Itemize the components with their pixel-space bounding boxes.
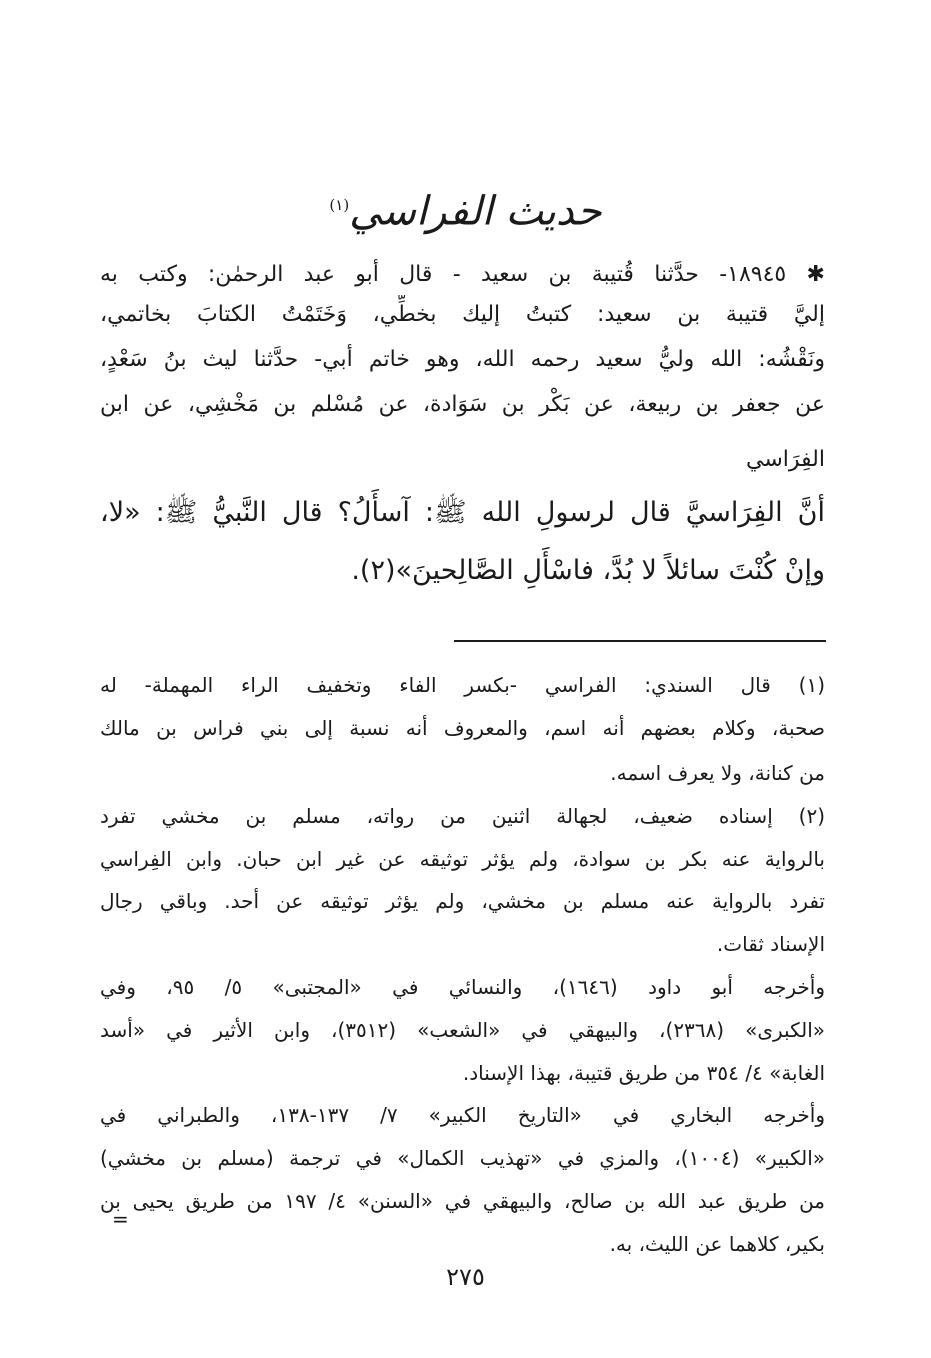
footnote-line: (٢) إسناده ضعيف، لجهالة اثنين من رواته، مسلم بن مخشي تفرد bbox=[100, 804, 825, 828]
footnote-line: بكير، كلاهما عن الليث، به. bbox=[609, 1232, 825, 1256]
section-title bbox=[0, 170, 931, 246]
continuation-mark: = bbox=[112, 1207, 129, 1231]
title-footnote-ref: (١) bbox=[329, 196, 350, 214]
footnote-line: بالرواية عنه بكر بن سوادة، ولم يؤثر توثيقه عن غير ابن حبان. وابن الفِراسي bbox=[100, 847, 825, 871]
footnote-line: من كنانة، ولا يعرف اسمه. bbox=[610, 761, 825, 785]
body-line: ونَقْشُه: الله وليُّ سعيد رحمه الله، وهو خاتم أبي- حدَّثنا ليث بنُ سَعْدٍ، bbox=[100, 347, 825, 372]
footnote-separator bbox=[454, 640, 826, 642]
hadith-line: أنَّ الفِرَاسيَّ قال لرسولِ الله ﷺ: آسأَلُ؟ قال النَّبيُّ ﷺ: «لا، bbox=[100, 497, 825, 528]
footnote-line: تفرد بالرواية عنه مسلم بن مخشي، ولم يؤثر توثيقه عن أحد. وباقي رجال bbox=[100, 889, 825, 913]
footnote-line: «الكبير» (١٠٠٤)، والمزي في «تهذيب الكمال» في ترجمة (مسلم بن مخشي) bbox=[100, 1146, 825, 1170]
footnote-line: الإسناد ثقات. bbox=[716, 932, 825, 956]
footnote-line: الغابة» ٤/ ٣٥٤ من طريق قتيبة، بهذا الإسناد. bbox=[462, 1061, 825, 1085]
footnote-line: من طريق عبد الله بن صالح، والبيهقي في «السنن» ٤/ ١٩٧ من طريق يحيى بن bbox=[100, 1189, 825, 1213]
footnote-line: «الكبرى» (٢٣٦٨)، والبيهقي في «الشعب» (٣٥١٢)، وابن الأثير في «أسد bbox=[100, 1018, 825, 1042]
hadith-line: وإنْ كُنْتَ سائلاً لا بُدَّ، فاسْأَلِ الصَّالِحينَ»(٢). bbox=[351, 555, 825, 586]
footnote-line: (١) قال السندي: الفراسي -بكسر الفاء وتخفيف الراء المهملة- له bbox=[100, 673, 825, 697]
body-line: ✱ ١٨٩٤٥- حدَّثنا قُتيبة بن سعيد - قال أبو عبد الرحمٰن: وكتب به bbox=[100, 262, 825, 287]
page-number: ٢٧٥ bbox=[446, 1263, 485, 1291]
section-title-text: حديث الفراسي bbox=[349, 188, 602, 235]
footnote-line: وأخرجه البخاري في «التاريخ الكبير» ٧/ ١٣٧-١٣٨، والطبراني في bbox=[100, 1103, 825, 1127]
footnote-line: وأخرجه أبو داود (١٦٤٦)، والنسائي في «المجتبى» ٥/ ٩٥، وفي bbox=[100, 975, 825, 999]
body-line: عن جعفر بن ربيعة، عن بَكْر بن سَوَادة، عن مُسْلم بن مَخْشِي، عن ابن bbox=[100, 392, 825, 417]
body-line: الفِرَاسي bbox=[746, 447, 825, 472]
body-line: إليَّ قتيبة بن سعيد: كتبتُ إليك بخطِّي، وَخَتَمْتُ الكتابَ بخاتمي، bbox=[100, 302, 825, 327]
footnote-line: صحبة، وكلام بعضهم أنه اسم، والمعروف أنه نسبة إلى بني فراس بن مالك bbox=[100, 716, 825, 740]
